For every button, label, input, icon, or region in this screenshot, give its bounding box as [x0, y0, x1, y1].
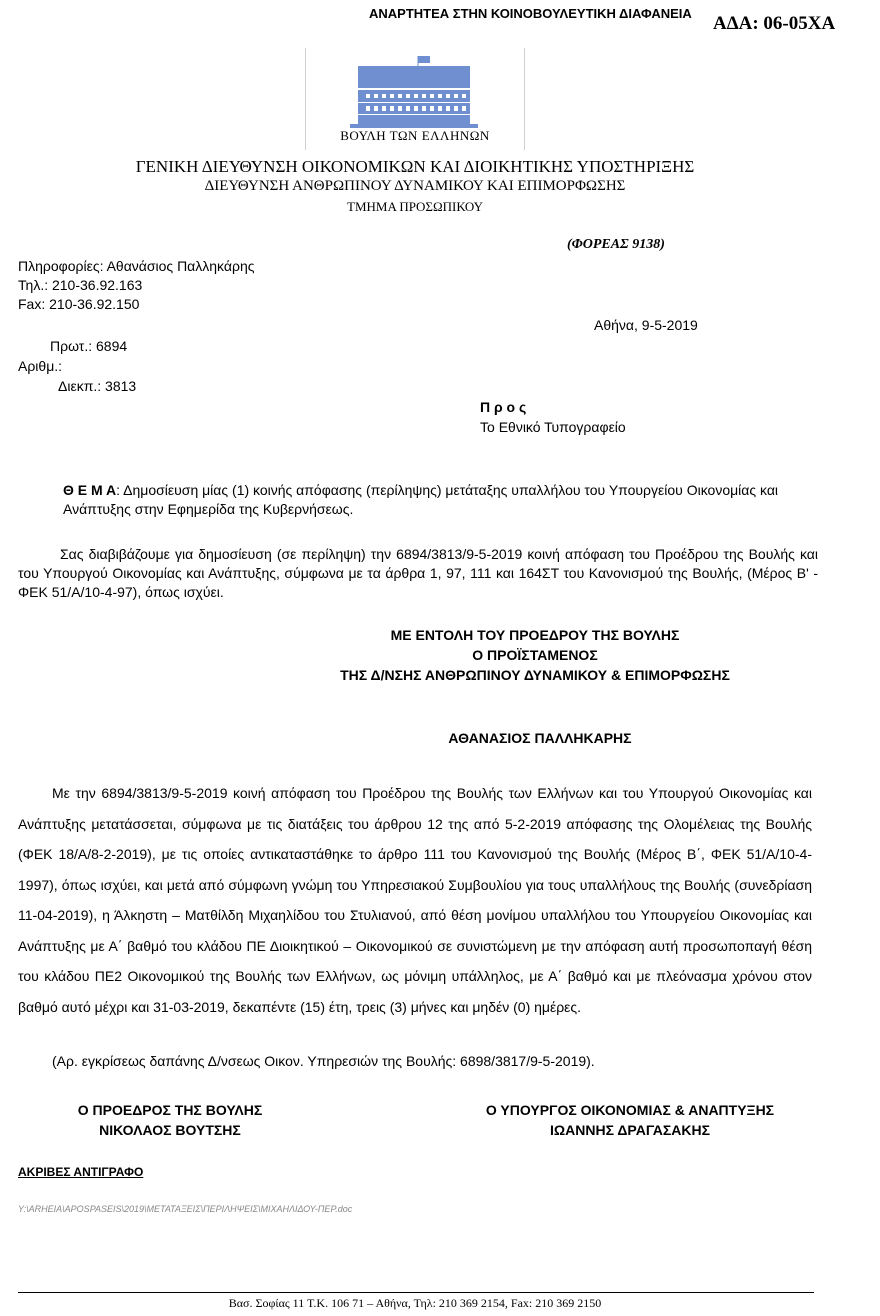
order-line-3: ΤΗΣ Δ/ΝΣΗΣ ΑΝΘΡΩΠΙΝΟΥ ΔΥΝΑΜΙΚΟΥ & ΕΠΙΜΟΡΦΩΣΗΣ: [340, 667, 730, 683]
protocol-arithm: Αριθμ.:: [18, 358, 63, 374]
minister-name: ΙΩΑΝΝΗΣ ΔΡΑΓΑΣΑΚΗΣ: [550, 1122, 710, 1138]
subject-block: [63, 481, 823, 519]
subject-label: Θ Ε Μ Α: [63, 482, 117, 498]
approval-note: (Αρ. εγκρίσεως δαπάνης Δ/νσεως Οικον. Υπηρεσιών της Βουλής: 6898/3817/9-5-2019).: [52, 1053, 595, 1069]
footer-divider: [18, 1292, 814, 1293]
recipient-label: Π ρ ο ς: [480, 399, 527, 415]
body-paragraph: Σας διαβιβάζουμε για δημοσίευση (σε περίληψη) την 6894/3813/9-5-2019 κοινή απόφαση του Προέδρου της Βουλής και του Υπουργού Οικονομίας και Ανάπτυξης, σύμφωνα με τα άρθρα 1, 97, 111 και 164ΣΤ του Κανονισμού της Βουλής, (Μέρος Β' - ΦΕΚ 51/Α/10-4-97), όπως ισχύει.: [18, 546, 818, 600]
footer-address: Βασ. Σοφίας 11 Τ.Κ. 106 71 – Αθήνα, Τηλ: 210 369 2154, Fax: 210 369 2150: [228, 1296, 602, 1310]
contact-fax: Fax: 210-36.92.150: [18, 296, 140, 312]
recipient-name: Το Εθνικό Τυπογραφείο: [480, 419, 626, 435]
contact-tel: Τηλ.: 210-36.92.163: [18, 277, 143, 293]
diekp-number: Διεκπ.: 3813: [58, 378, 137, 394]
document-date: Αθήνα, 9-5-2019: [594, 317, 698, 333]
president-name: ΝΙΚΟΛΑΟΣ ΒΟΥΤΣΗΣ: [99, 1122, 241, 1138]
order-signatory-name: ΑΘΑΝΑΣΙΟΣ ΠΑΛΛΗΚΑΡΗΣ: [448, 730, 632, 746]
contact-info: Πληροφορίες: Αθανάσιος Παλληκάρης: [18, 258, 255, 274]
protocol-number: Πρωτ.: 6894: [50, 338, 128, 354]
exact-copy-label: ΑΚΡΙΒΕΣ ΑΝΤΙΓΡΑΦΟ: [18, 1165, 144, 1179]
directorate: ΔΙΕΥΘΥΝΣΗ ΑΝΘΡΩΠΙΝΟΥ ΔΥΝΑΜΙΚΟΥ ΚΑΙ ΕΠΙΜΟΡΦΩΣΗΣ: [204, 178, 626, 194]
file-path: Y:\ARHEIA\APOSPASEIS\2019\ΜΕΤΑΤΑΞΕΙΣ\ΠΕΡΙΛΗΨΕΙΣ\ΜΙΧΑΗΛΙΔΟΥ-ΠΕΡ.doc: [18, 1204, 353, 1214]
subject-text: : Δημοσίευση μίας (1) κοινής απόφασης (περίληψης) μετάταξης υπαλλήλου του Υπουργείου Οικονομίας και Ανάπτυξης στην Εφημερίδα της Κυβερνήσεως.: [63, 482, 779, 517]
summary-paragraph: Με την 6894/3813/9-5-2019 κοινή απόφαση του Προέδρου της Βουλής των Ελλήνων και του Υπουργού Οικονομίας και Ανάπτυξης μετατάσσεται, σύμφωνα με τις διατάξεις του άρθρου 12 της από 5-2-2019 απόφασης της Ολομέλειας της Βουλής (ΦΕΚ 18/Α/8-2-2019), με τις οποίες αντικαταστάθηκε το άρθρο 111 του Κανονισμού της Βουλής (Μέρος Β΄, ΦΕΚ 51/Α/10-4-1997), όπως ισχύει, και μετά από σύμφωνη γνώμη του Υπηρεσιακού Συμβουλίου για τους υπαλλήλους της Βουλής (συνεδρίαση 11-04-2019), η Άλκηστη – Ματθίλδη Μιχαηλίδου του Στυλιανού, από θέση μονίμου υπαλλήλου του Υπουργείου Οικονομίας και Ανάπτυξης με Α΄ βαθμό του κλάδου ΠΕ Διοικητικού – Οικονομικού σε συνιστώμενη με την απόφαση αυτή προσωποπαγή θέση του κλάδου ΠΕ2 Οικονομικού της Βουλής των Ελλήνων, ως μόνιμη υπάλληλος, με Α΄ βαθμό και με πλεόνασμα χρόνου στον βαθμό αυτό μέχρι και 31-03-2019, δεκαπέντε (15) έτη, τρεις (3) μήνες και μηδέν (0) ημέρες.: [18, 785, 812, 1015]
transparency-note: ΑΝΑΡΤΗΤΕΑ ΣΤΗΝ ΚΟΙΝΟΒΟΥΛΕΥΤΙΚΗ ΔΙΑΦΑΝΕΙΑ: [369, 6, 692, 21]
ada-number: ΑΔΑ: 06-05ΧΑ: [713, 13, 836, 34]
logo-caption: ΒΟΥΛΗ ΤΩΝ ΕΛΛΗΝΩΝ: [340, 128, 490, 143]
order-line-2: Ο ΠΡΟΪΣΤΑΜΕΝΟΣ: [472, 647, 598, 663]
minister-title: Ο ΥΠΟΥΡΓΟΣ ΟΙΚΟΝΟΜΙΑΣ & ΑΝΑΠΤΥΞΗΣ: [485, 1102, 775, 1118]
order-line-1: ΜΕ ΕΝΤΟΛΗ ΤΟΥ ΠΡΟΕΔΡΟΥ ΤΗΣ ΒΟΥΛΗΣ: [390, 627, 680, 643]
president-title: Ο ΠΡΟΕΔΡΟΣ ΤΗΣ ΒΟΥΛΗΣ: [77, 1102, 263, 1118]
department: ΤΜΗΜΑ ΠΡΟΣΩΠΙΚΟΥ: [347, 199, 483, 214]
parliament-building-icon: [306, 52, 524, 130]
parliament-logo: [305, 48, 525, 150]
foreas-code: (ΦΟΡΕΑΣ 9138): [567, 237, 665, 252]
general-directorate: ΓΕΝΙΚΗ ΔΙΕΥΘΥΝΣΗ ΟΙΚΟΝΟΜΙΚΩΝ ΚΑΙ ΔΙΟΙΚΗΤΙΚΗΣ ΥΠΟΣΤΗΡΙΞΗΣ: [135, 157, 695, 176]
